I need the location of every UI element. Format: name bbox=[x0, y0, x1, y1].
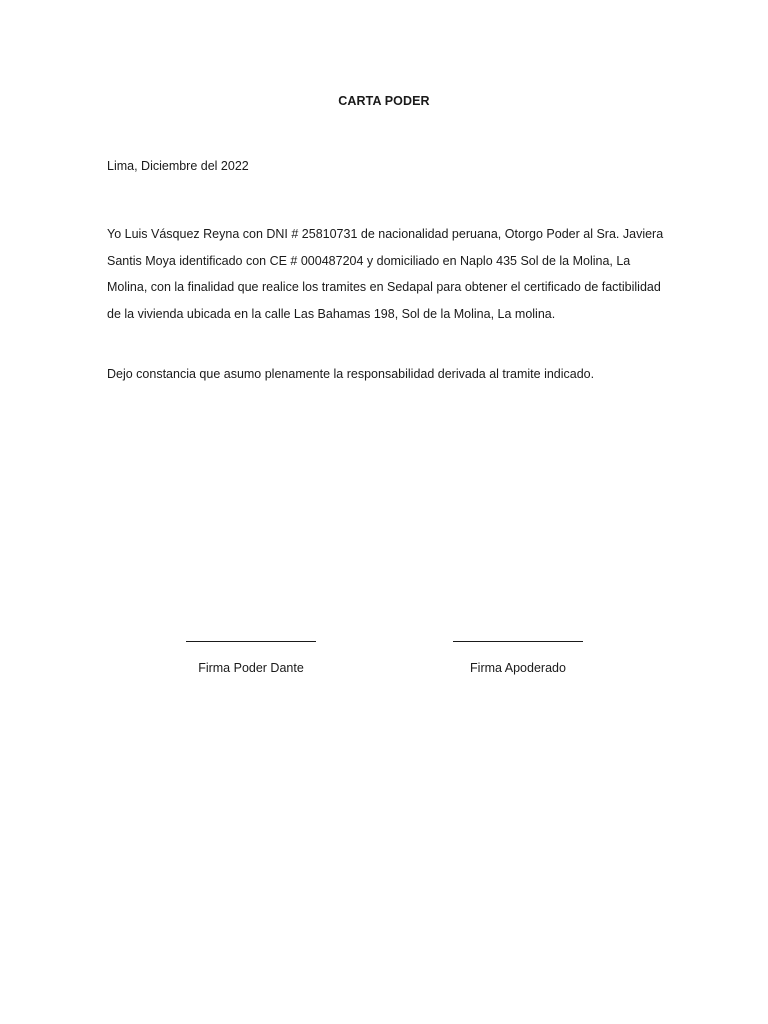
signature-line-apoderado bbox=[453, 641, 583, 643]
place-date: Lima, Diciembre del 2022 bbox=[107, 159, 249, 173]
document-title: CARTA PODER bbox=[338, 94, 430, 108]
signature-label-poderdante: Firma Poder Dante bbox=[198, 661, 304, 675]
declaration-paragraph: Dejo constancia que asumo plenamente la responsabilidad derivada al tramite indicado. bbox=[107, 367, 595, 381]
signature-line-poderdante bbox=[186, 641, 316, 643]
signature-label-apoderado: Firma Apoderado bbox=[470, 661, 566, 675]
body-paragraph: Yo Luis Vásquez Reyna con DNI # 25810731 de nacionalidad peruana, Otorgo Poder al Sra. Javiera Santis Moya identificado con CE # 000487204 y domiciliado en Naplo 435 Sol de la Molina, La Molina, con la finalidad que realice los tramites en Sedapal para obtener el certificado de factibilidad de la vivienda ubicada en la calle Las Bahamas 198, Sol de la Molina, La molina. bbox=[107, 227, 664, 321]
